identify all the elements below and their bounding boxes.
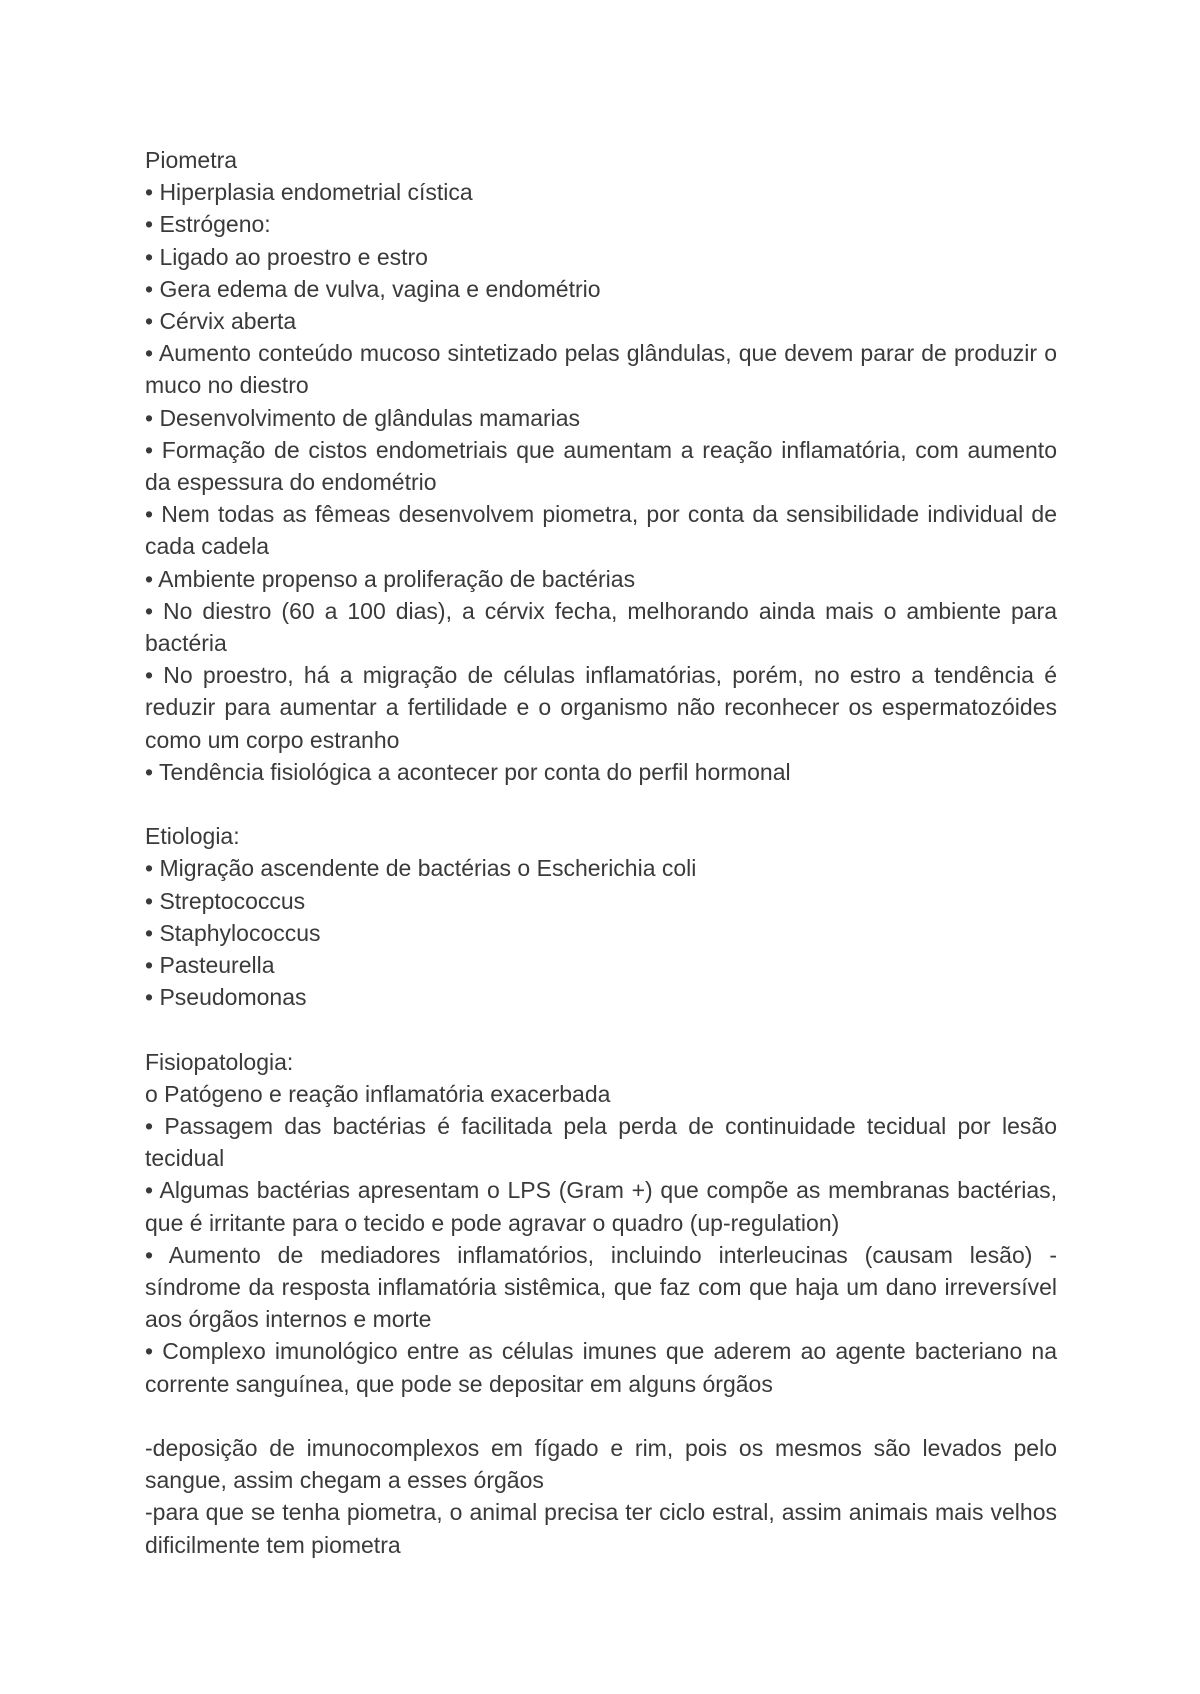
section-piometra [145, 144, 1057, 788]
section-etiologia [145, 820, 1057, 1013]
section-title: Piometra [145, 147, 238, 173]
list-item: o Patógeno e reação inflamatória exacerbada [145, 1080, 611, 1107]
list-item: • Pseudomonas [145, 984, 307, 1011]
list-item: • Pasteurella [145, 952, 275, 979]
list-item: • Gera edema de vulva, vagina e endométrio [145, 275, 601, 302]
list-item: • Algumas bactérias apresentam o LPS (Gram +) que compõe as membranas bactérias, que é irritante para o tecido e pode agravar o quadro (up-regulation) [145, 1177, 1057, 1236]
list-item: • Desenvolvimento de glândulas mamarias [145, 404, 581, 431]
list-item: • Complexo imunológico entre as células imunes que aderem ao agente bacteriano na corrente sanguínea, que pode se depositar em alguns órgãos [145, 1338, 1057, 1397]
list-item: • Passagem das bactérias é facilitada pela perda de continuidade tecidual por lesão tecidual [145, 1113, 1057, 1172]
list-item: • No diestro (60 a 100 dias), a cérvix fecha, melhorando ainda mais o ambiente para bactéria [145, 597, 1057, 657]
list-item: • No proestro, há a migração de células inflamatórias, porém, no estro a tendência é reduzir para aumentar a fertilidade e o organismo não reconhecer os espermatozóides como um corpo estranho [145, 662, 1057, 753]
note-item: -para que se tenha piometra, o animal precisa ter ciclo estral, assim animais mais velhos dificilmente tem piometra [145, 1499, 1057, 1558]
section-notes [145, 1432, 1057, 1561]
list-item: • Estrógeno: [145, 211, 271, 238]
paragraph-spacer [145, 1013, 1057, 1045]
section-title: Etiologia: [145, 823, 240, 850]
list-item: • Ambiente propenso a proliferação de bactérias [145, 565, 636, 592]
note-item: -deposição de imunocomplexos em fígado e rim, pois os mesmos são levados pelo sangue, assim chegam a esses órgãos [145, 1435, 1057, 1494]
list-item: • Staphylococcus [145, 919, 321, 946]
list-item: • Ligado ao proestro e estro [145, 243, 428, 270]
list-item: • Aumento de mediadores inflamatórios, incluindo interleucinas (causam lesão) - síndrome da resposta inflamatória sistêmica, que faz com que haja um dano irreversível aos órgãos internos e morte [145, 1241, 1057, 1333]
list-item: • Formação de cistos endometriais que aumentam a reação inflamatória, com aumento da espessura do endométrio [145, 436, 1057, 496]
paragraph-spacer [145, 1400, 1057, 1432]
paragraph-spacer [145, 788, 1057, 820]
list-item: • Aumento conteúdo mucoso sintetizado pelas glândulas, que devem parar de produzir o muco no diestro [145, 340, 1057, 399]
section-title: Fisiopatologia: [145, 1048, 294, 1075]
section-fisiopatologia [145, 1046, 1057, 1400]
list-item: • Nem todas as fêmeas desenvolvem piometra, por conta da sensibilidade individual de cada cadela [145, 501, 1057, 560]
list-item: • Migração ascendente de bactérias o Escherichia coli [145, 855, 697, 882]
list-item: • Cérvix aberta [145, 308, 297, 335]
list-item: • Tendência fisiológica a acontecer por conta do perfil hormonal [145, 758, 791, 785]
document-page [145, 144, 1057, 1561]
list-item: • Streptococcus [145, 887, 306, 914]
list-item: • Hiperplasia endometrial cística [145, 179, 473, 206]
